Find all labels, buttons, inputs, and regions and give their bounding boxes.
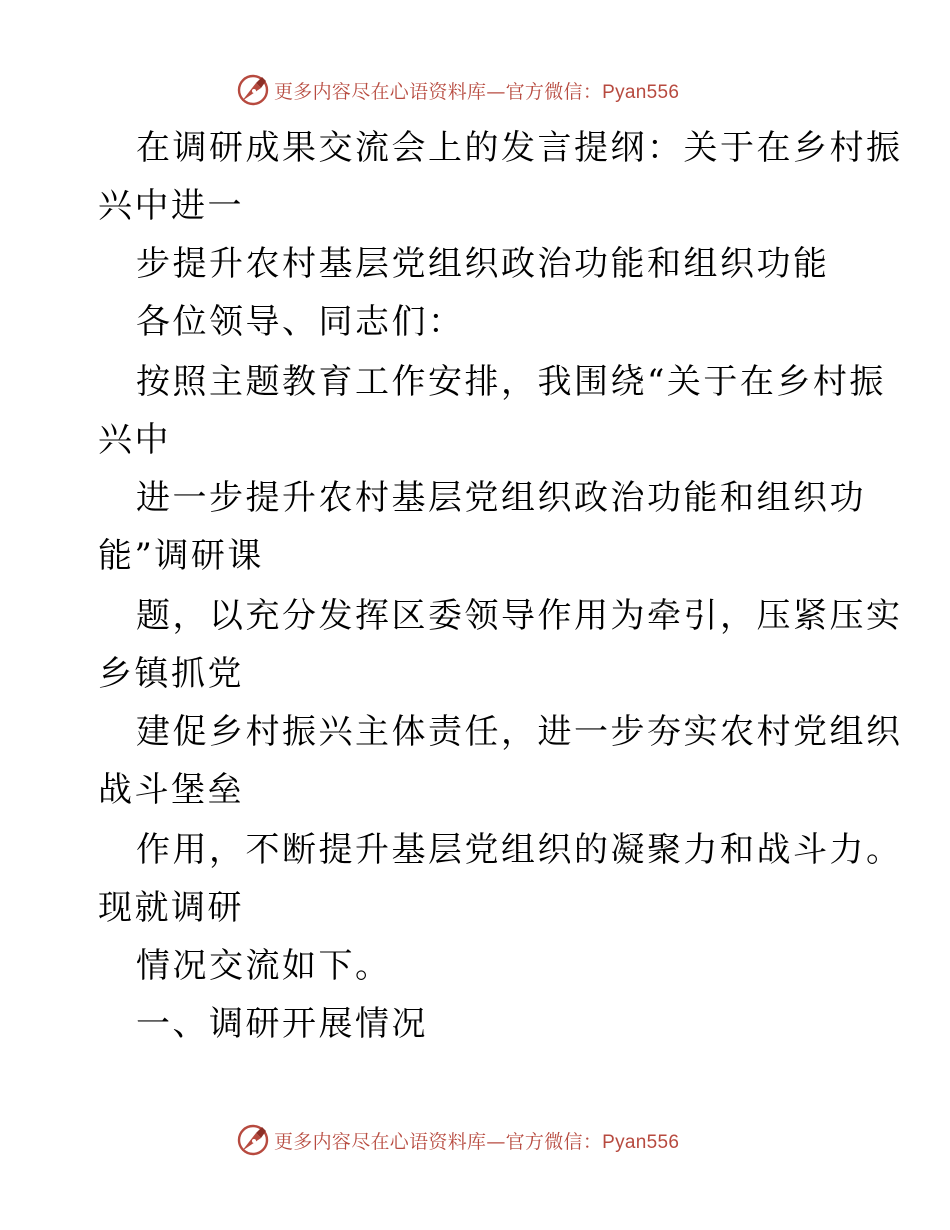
doc-line: 兴中 bbox=[98, 420, 171, 460]
doc-line: 乡镇抓党 bbox=[98, 654, 244, 694]
doc-line: 能”调研课 bbox=[98, 536, 264, 576]
banner-wechat-text: 官方微信：Pyan556 bbox=[505, 1131, 680, 1153]
banner-dash: — bbox=[486, 80, 506, 103]
doc-line: 进一步提升农村基层党组织政治功能和组织功 bbox=[136, 478, 866, 518]
doc-line: 战斗堡垒 bbox=[98, 770, 244, 810]
doc-line: 按照主题教育工作安排，我围绕“关于在乡村振 bbox=[136, 362, 886, 402]
doc-line: 各位领导、同志们： bbox=[136, 302, 465, 342]
doc-line: 步提升农村基层党组织政治功能和组织功能 bbox=[136, 244, 830, 284]
doc-line: 建促乡村振兴主体责任，进一步夯实农村党组织 bbox=[136, 712, 903, 752]
doc-line: 情况交流如下。 bbox=[136, 946, 392, 986]
banner-dash: — bbox=[486, 1130, 506, 1153]
pen-nib-logo-icon bbox=[236, 1123, 270, 1157]
doc-line: 在调研成果交流会上的发言提纲：关于在乡村振 bbox=[136, 128, 903, 168]
pen-nib-logo-icon bbox=[236, 73, 270, 107]
header-banner bbox=[236, 72, 679, 108]
doc-line: 兴中进一 bbox=[98, 186, 244, 226]
footer-banner bbox=[236, 1122, 679, 1158]
banner-site-text: 更多内容尽在心语资料库 bbox=[274, 80, 487, 103]
doc-line: 作用，不断提升基层党组织的凝聚力和战斗力。 bbox=[136, 830, 903, 870]
doc-line: 现就调研 bbox=[98, 888, 244, 928]
doc-heading: 一、调研开展情况 bbox=[136, 1004, 428, 1044]
banner-text bbox=[274, 77, 679, 104]
banner-text bbox=[274, 1127, 679, 1154]
banner-wechat-text: 官方微信：Pyan556 bbox=[505, 81, 680, 103]
doc-line: 题，以充分发挥区委领导作用为牵引，压紧压实 bbox=[136, 596, 903, 636]
banner-site-text: 更多内容尽在心语资料库 bbox=[274, 1130, 487, 1153]
